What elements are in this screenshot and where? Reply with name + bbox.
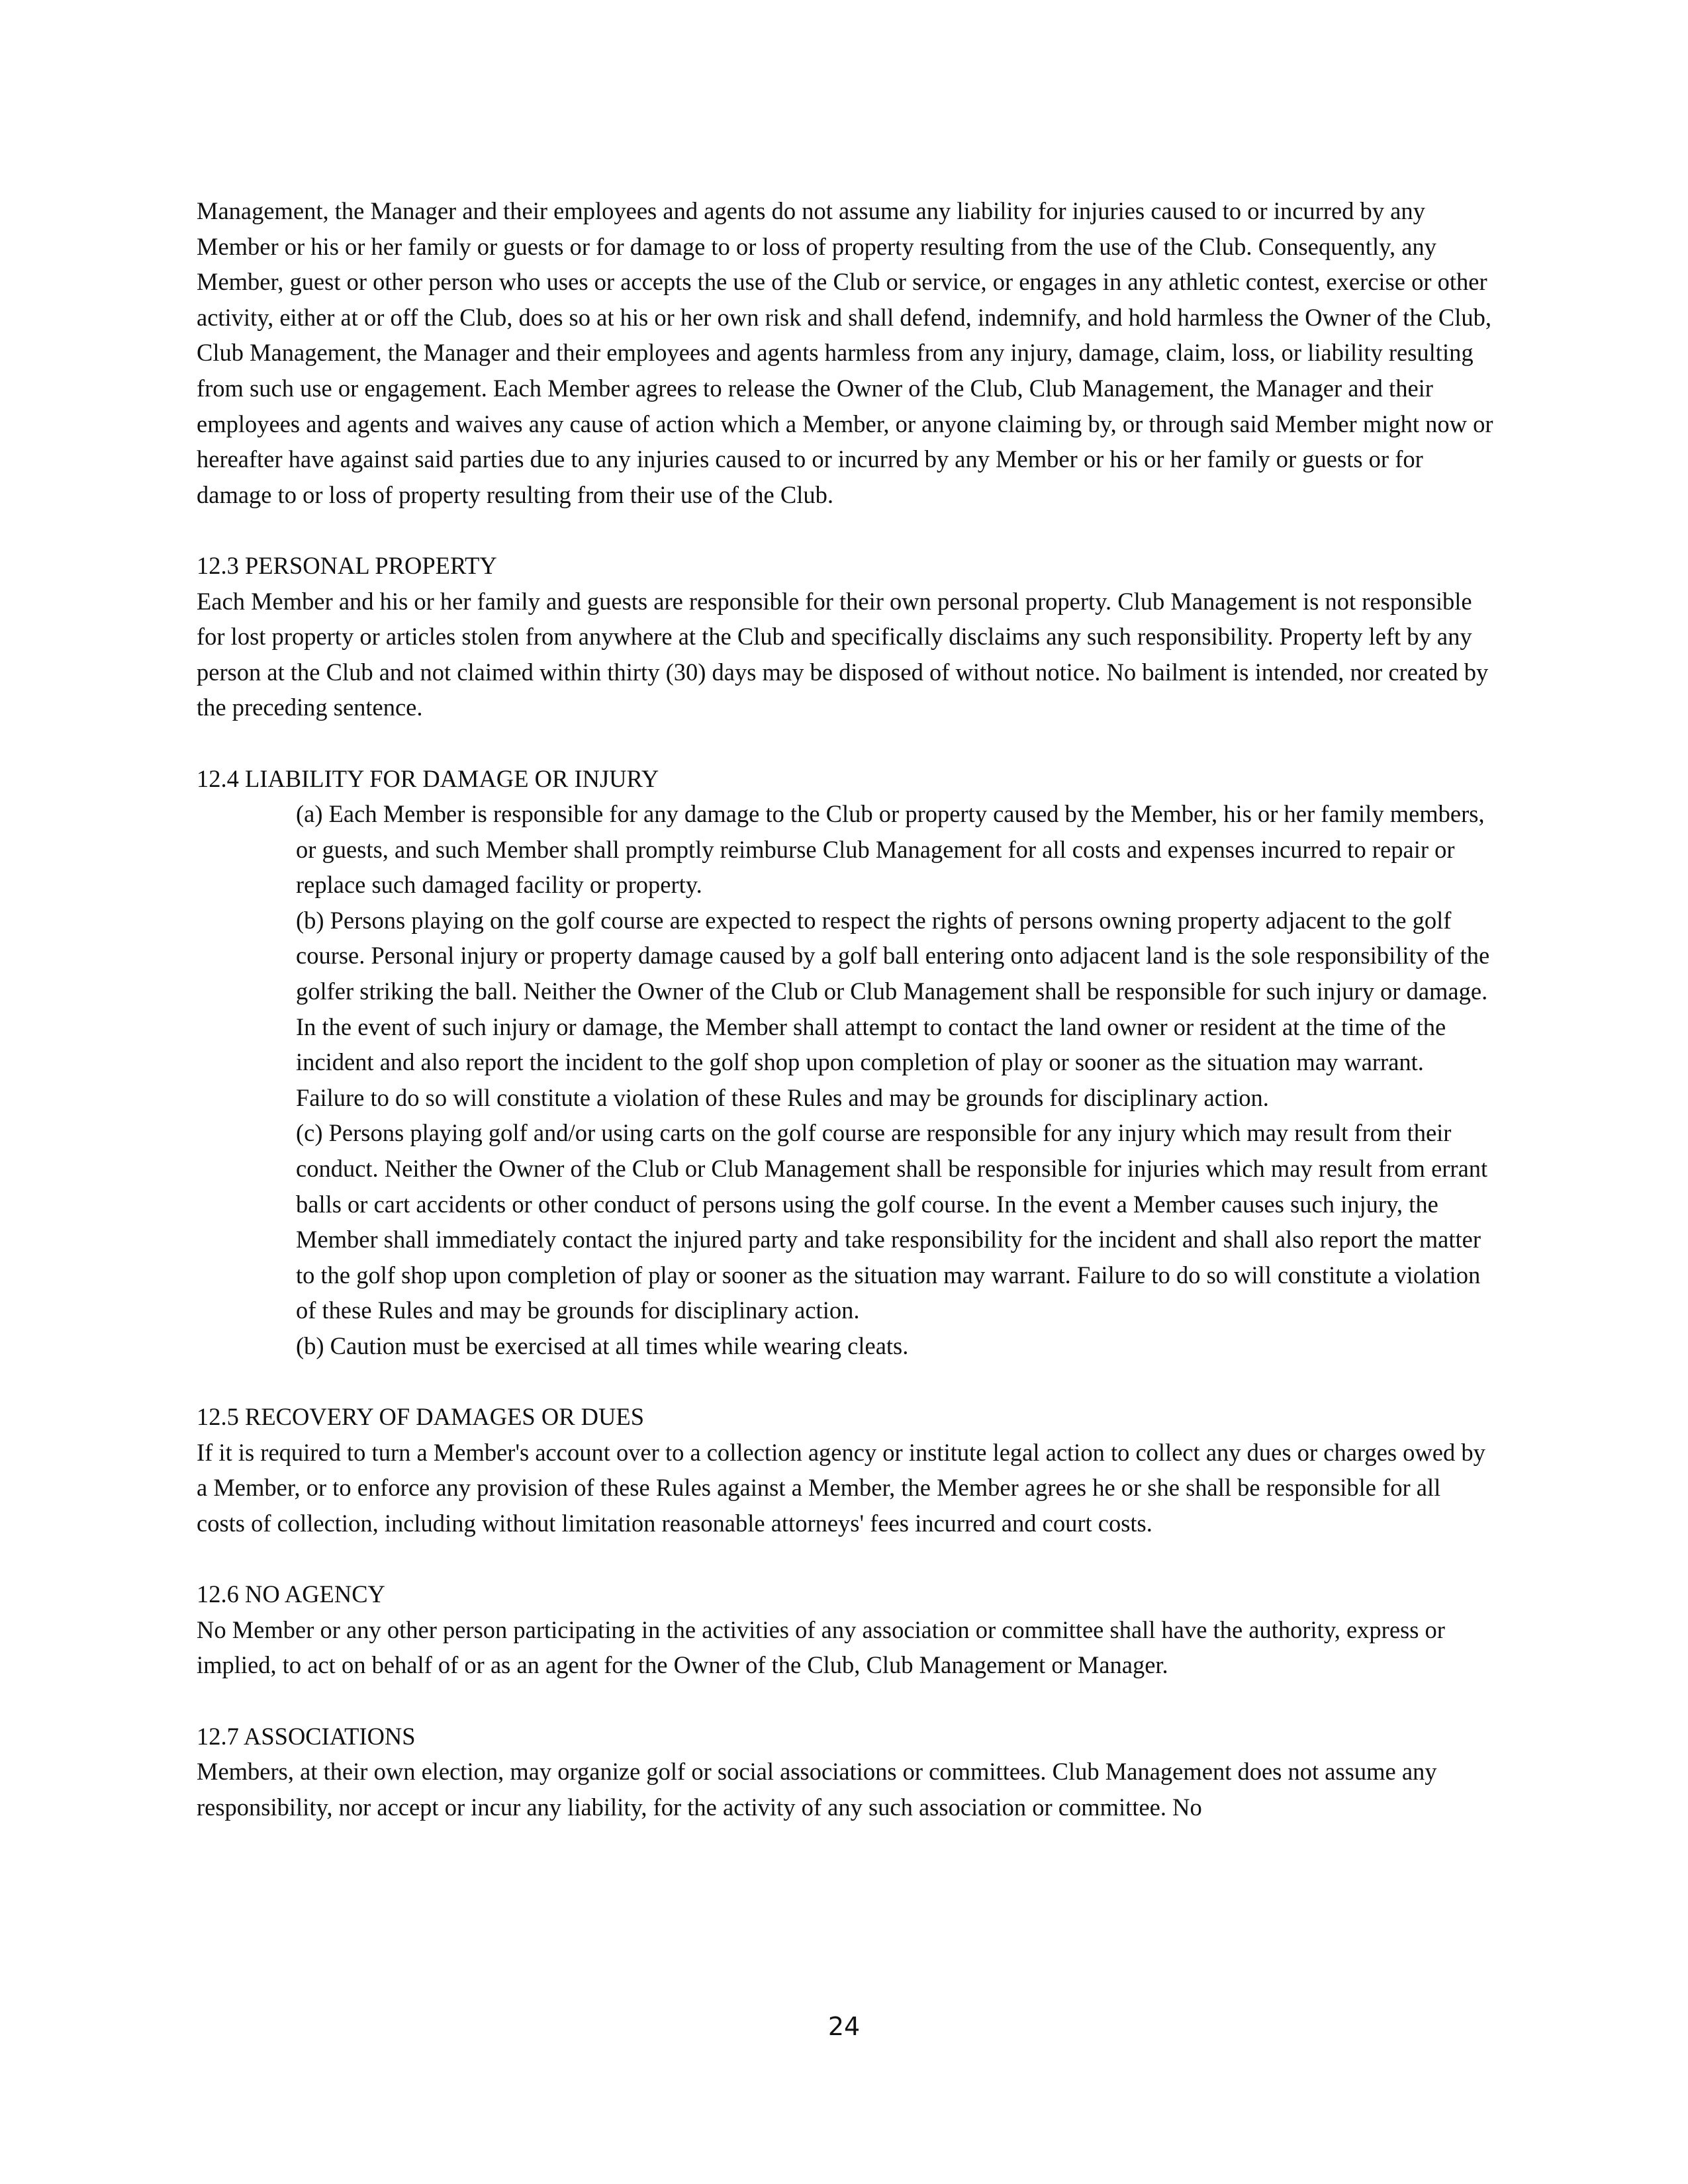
section-recovery <box>197 1399 1494 1541</box>
section-heading: 12.6 NO AGENCY <box>197 1580 385 1608</box>
section-gap <box>197 1541 1494 1577</box>
section-personal-property <box>197 548 1494 725</box>
section-associations <box>197 1719 1494 1825</box>
section-body: Each Member and his or her family and guests are responsible for their own personal property. Club Management is not responsible for lost property or articles stolen from anywhere at the Club and specifically disclaims any such responsibility. Property left by any person at the Club and not claimed within thirty (30) days may be disposed of without notice. No bailment is intended, nor created by the preceding sentence. <box>197 587 1489 721</box>
section-heading: 12.4 LIABILITY FOR DAMAGE OR INJURY <box>197 764 659 792</box>
page-number: 24 <box>827 2012 861 2041</box>
section-heading: 12.5 RECOVERY OF DAMAGES OR DUES <box>197 1403 644 1431</box>
section-gap <box>197 512 1494 548</box>
section-body: Members, at their own election, may organize golf or social associations or committees. Club Management does not assume any responsibility, nor accept or incur any liability, for the activity of any such association or committee. No <box>197 1758 1437 1821</box>
section-gap <box>197 1683 1494 1719</box>
list-item: (b) Persons playing on the golf course are expected to respect the rights of persons owning property adjacent to the golf course. Personal injury or property damage caused by a golf ball entering onto adjacent land is the sole responsibility of the golfer striking the ball. Neither the Owner of the Club or Club Management shall be responsible for such injury or damage. In the event of such injury or damage, the Member shall attempt to contact the land owner or resident at the time of the incident and also report the incident to the golf shop upon completion of play or sooner as the situation may warrant. Failure to do so will constitute a violation of these Rules and may be grounds for disciplinary action. <box>296 906 1490 1111</box>
section-gap <box>197 1364 1494 1400</box>
section-gap <box>197 725 1494 761</box>
list-item: (b) Caution must be exercised at all times while wearing cleats. <box>296 1332 909 1359</box>
list-item: (a) Each Member is responsible for any damage to the Club or property caused by the Member, his or her family members, or guests, and such Member shall promptly reimburse Club Management for all costs and expenses incurred to repair or replace such damaged facility or property. <box>296 800 1485 899</box>
continuation-paragraph: Management, the Manager and their employees and agents do not assume any liability for injuries caused to or incurred by any Member or his or her family or guests or for damage to or loss of property resulting from the use of the Club. Consequently, any Member, guest or other person who uses or accepts the use of the Club or service, or engages in any athletic contest, exercise or other activity, either at or off the Club, does so at his or her own risk and shall defend, indemnify, and hold harmless the Owner of the Club, Club Management, the Manager and their employees and agents harmless from any injury, damage, claim, loss, or liability resulting from such use or engagement. Each Member agrees to release the Owner of the Club, Club Management, the Manager and their employees and agents and waives any cause of action which a Member, or anyone claiming by, or through said Member might now or hereafter have against said parties due to any injuries caused to or incurred by any Member or his or her family or guests or for damage to or loss of property resulting from their use of the Club. <box>197 197 1493 508</box>
section-no-agency <box>197 1576 1494 1683</box>
section-heading: 12.7 ASSOCIATIONS <box>197 1722 416 1750</box>
section-heading: 12.3 PERSONAL PROPERTY <box>197 551 497 579</box>
list-item: (c) Persons playing golf and/or using carts on the golf course are responsible for any injury which may result from their conduct. Neither the Owner of the Club or Club Management shall be responsible for injuries which may result from errant balls or cart accidents or other conduct of persons using the golf course. In the event a Member causes such injury, the Member shall immediately contact the injured party and take responsibility for the incident and shall also report the matter to the golf shop upon completion of play or sooner as the situation may warrant. Failure to do so will constitute a violation of these Rules and may be grounds for disciplinary action. <box>296 1119 1488 1324</box>
liability-items <box>296 796 1494 1364</box>
section-body: No Member or any other person participating in the activities of any association or committee shall have the authority, express or implied, to act on behalf of or as an agent for the Owner of the Club, Club Management or Manager. <box>197 1615 1445 1679</box>
document-page <box>197 193 1494 1825</box>
section-body: If it is required to turn a Member's account over to a collection agency or institute legal action to collect any dues or charges owed by a Member, or to enforce any provision of these Rules against a Member, the Member agrees he or she shall be responsible for all costs of collection, including without limitation reasonable attorneys' fees incurred and court costs. <box>197 1438 1485 1537</box>
section-liability <box>197 761 1494 1364</box>
